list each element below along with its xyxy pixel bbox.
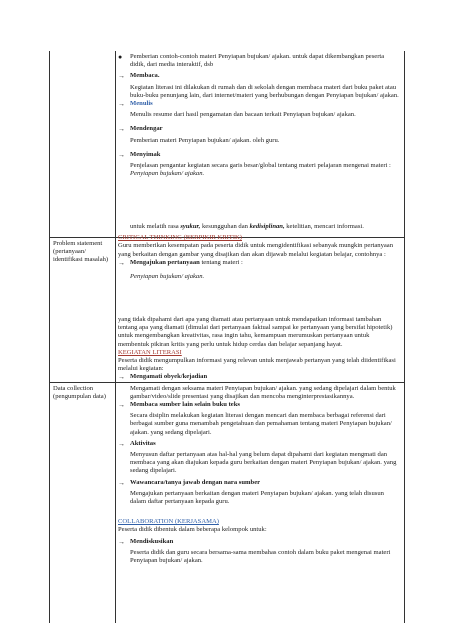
section-title-collaboration: COLLABORATION (KERJASAMA) [118, 518, 219, 526]
bullet-icon: ● [118, 53, 123, 61]
list-item: → Membaca. [118, 72, 160, 81]
arrow-right-icon: → [118, 100, 125, 109]
row-label-data-collection: Data collection (pengumpulan data) [53, 385, 106, 401]
list-item: → Mengamati obyek/kejadian [118, 373, 208, 382]
list-item: ● Pemberian contoh-contoh materi Penyiapan bujukan/ ajakan. untuk dapat dikembangkan peserta didik, dari media interaktif, dsb [118, 53, 385, 69]
section-title-literasi: KEGIATAN LITERASI [118, 348, 182, 356]
paragraph: Peserta didik dan guru secara bersama-sama membahas contoh dalam buku paket mengenai materi Penyiapan bujukan/ ajakan. [130, 548, 391, 565]
section-title-critical-thinking: CRITICAL THINKING (BERPIKIR KRITIK) [118, 234, 242, 242]
list-item: → Mendengar [118, 125, 163, 134]
paragraph: Mengajukan pertanyaan berkaitan dengan materi Penyiapan bujukan/ ajakan. yang telah disusun dalam daftar pertanyaan kepada guru. [130, 489, 384, 506]
arrow-right-icon: → [118, 125, 125, 134]
list-item: → Mengajukan pertanyaan tentang materi : [118, 258, 243, 267]
arrow-right-icon: → [118, 537, 125, 546]
list-item: → Aktivitas [118, 439, 156, 448]
stimulation-content [118, 53, 400, 178]
paragraph: Guru memberikan kesempatan pada peserta didik untuk mengidentifikasi sebanyak mungkin pertanyaan yang berkaitan dengan gambar yang disajikan dan akan dijawab melalui kegiatan belajar, contohnya : [118, 242, 394, 258]
paragraph: untuk melatih rasa syukur, kesungguhan dan kedisiplinan, ketelitian, mencari informasi. [130, 223, 364, 230]
topic-item: Penyiapan bujukan/ ajakan. [130, 170, 205, 178]
list-item: → Membaca sumber lain selain buku teks [118, 401, 240, 410]
problem-statement-content [118, 223, 400, 281]
lesson-table [49, 51, 405, 623]
paragraph: Peserta didik mengumpulkan informasi yang relevan untuk menjawab pertanyan yang telah diidentifikasi melalui kegiatan: [118, 357, 396, 373]
paragraph: Secara disiplin melakukan kegiatan literasi dengan mencari dan membaca berbagai referensi dari berbagai sumber guna menambah pengetahuan dan pemahaman tentang materi Penyiapan bujukan/ ajakan. yang sedang dipelajari. [130, 412, 392, 436]
arrow-right-icon: → [118, 150, 125, 159]
paragraph: Kegiatan literasi ini dilakukan di rumah dan di sekolah dengan membaca materi dari buku paket atau buku-buku penunjang lain, dari internet/materi yang berhubungan dengan Penyiapan bujukan/ ajakan. [130, 83, 399, 99]
list-item: → Wawancara/tanya jawab dengan nara sumber [118, 478, 261, 487]
paragraph: Penjelasan pengantar kegiatan secara garis besar/global tentang materi pelajaran mengenai materi : [130, 162, 391, 170]
data-collection-content [118, 316, 400, 565]
arrow-right-icon: → [118, 478, 125, 487]
paragraph: Menulis resume dari hasil pengamatan dan bacaan terkait Penyiapan bujukan/ ajakan. [130, 111, 356, 119]
column-divider [115, 51, 116, 623]
arrow-right-icon: → [118, 72, 125, 81]
arrow-right-icon: → [118, 258, 125, 267]
paragraph: yang tidak dipahami dari apa yang diamati atau pertanyaan untuk mendapatkan informasi tambahan tentang apa yang diamati (dimulai dari pertanyaan faktual sampai ke pertanyaan yang bersifat hipotetik) untuk mengembangkan kreativitas, rasa ingin tahu, kemampuan merumuskan pertanyaan untuk membentuk pikiran kritis yang perlu untuk hidup cerdas dan belajar sepanjang hayat. [118, 316, 393, 348]
paragraph: Pemberian materi Penyiapan bujukan/ ajakan. oleh guru. [130, 136, 280, 144]
paragraph: Peserta didik dibentuk dalam beberapa kelompok untuk: [118, 526, 267, 534]
paragraph: Menyusun daftar pertanyaan atas hal-hal yang belum dapat dipahami dari kegiatan mengmati dan membaca yang akan diajukan kepada guru berkaitan dengan materi Penyiapan bujukan/ ajakan. yang sedang dipelajari. [130, 451, 397, 475]
list-item: → Menyimak [118, 150, 161, 159]
topic-item: Penyiapan bujukan/ ajakan. [130, 273, 205, 281]
arrow-right-icon: → [118, 373, 125, 382]
paragraph: Mengamati dengan seksama materi Penyiapan bujukan/ ajakan. yang sedang dipelajari dalam bentuk gambar/video/slide presentasi yang disajikan dan mencoba menginterprestasikannya. [130, 384, 396, 400]
list-item: → Mendiskusikan [118, 537, 174, 546]
list-item: → Menulis [118, 100, 153, 109]
arrow-right-icon: → [118, 401, 125, 410]
row-label-problem-statement: Problem statement (pertanyaan/ identifikasi masalah) [53, 240, 109, 264]
arrow-right-icon: → [118, 439, 125, 448]
